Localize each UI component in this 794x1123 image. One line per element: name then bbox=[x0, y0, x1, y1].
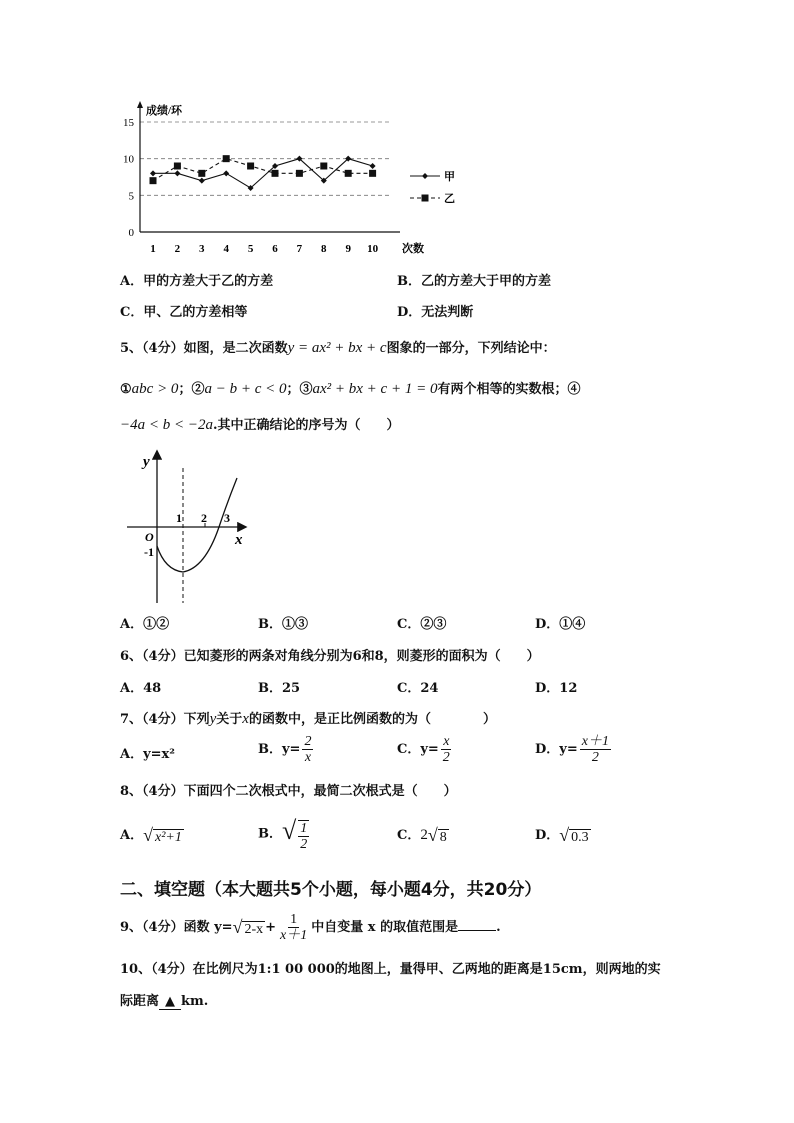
q9 bbox=[120, 912, 501, 943]
q7-b-fraction bbox=[302, 734, 313, 765]
point-diamond bbox=[199, 178, 205, 184]
q5-conclusion-4 bbox=[120, 414, 400, 434]
point-diamond bbox=[174, 170, 180, 176]
x-tick-label: 3 bbox=[199, 243, 205, 255]
q6-option-a: A．48 bbox=[120, 681, 162, 696]
q9-num: 1 bbox=[290, 912, 298, 927]
q5-stem bbox=[120, 337, 556, 357]
q8-option-b bbox=[258, 816, 311, 852]
x-tick-label: 2 bbox=[174, 243, 181, 255]
q7-c-den: 2 bbox=[442, 750, 450, 765]
point-square bbox=[247, 163, 254, 170]
q7-option-c bbox=[397, 734, 454, 765]
point-square bbox=[345, 170, 352, 177]
chart-series bbox=[150, 155, 377, 191]
point-square bbox=[320, 163, 327, 170]
q8-option-d bbox=[535, 824, 591, 846]
q8-b-pre: B． bbox=[258, 826, 282, 842]
q8-d-rad: 0.3 bbox=[571, 830, 589, 845]
point-square bbox=[150, 177, 157, 184]
q10-line2-post: km. bbox=[181, 994, 209, 1009]
q8-option-c bbox=[397, 824, 449, 846]
point-square bbox=[198, 170, 205, 177]
q5-option-a: A．①② bbox=[120, 617, 170, 632]
q7-stem-mid: 关于 bbox=[216, 712, 243, 727]
q9-plus: + bbox=[265, 920, 277, 935]
point-square bbox=[174, 163, 181, 170]
q7-d-pre: D．y= bbox=[535, 742, 578, 757]
q4-option-c: C．甲、乙的方差相等 bbox=[120, 305, 248, 320]
y-tick-label: 15 bbox=[123, 117, 134, 129]
q7-d-den: 2 bbox=[591, 750, 599, 765]
point-square bbox=[296, 170, 303, 177]
q6-stem: 6、（4分）已知菱形的两条对角线分别为6和8，则菱形的面积为（ ） bbox=[120, 649, 540, 664]
legend-label: 甲 bbox=[444, 171, 455, 183]
q5-c3-mark: ；③ bbox=[286, 382, 313, 397]
legend-marker-square bbox=[422, 195, 429, 202]
label-tick-3: 3 bbox=[224, 511, 230, 525]
q6-option-b: B．25 bbox=[258, 681, 301, 696]
label-x: x bbox=[235, 532, 243, 548]
q5-c2-mark: ；② bbox=[178, 382, 205, 397]
q7-d-fraction bbox=[580, 734, 611, 765]
q8-c-coef: 2 bbox=[420, 827, 428, 843]
x-axis-label: 次数 bbox=[402, 243, 424, 255]
x-tick-label: 5 bbox=[247, 243, 254, 255]
q5-c2: a − b + c < 0 bbox=[204, 381, 287, 397]
q8-option-a bbox=[120, 824, 184, 846]
point-square bbox=[272, 170, 279, 177]
label-tick-2: 2 bbox=[201, 511, 207, 525]
q4-option-a: A．甲的方差大于乙的方差 bbox=[120, 274, 274, 289]
q7-d-num: x＋1 bbox=[581, 734, 609, 749]
y-tick-label: 10 bbox=[123, 153, 134, 166]
point-square bbox=[369, 170, 376, 177]
q7-b-pre: B．y= bbox=[258, 742, 301, 757]
q7-option-d bbox=[535, 734, 613, 765]
q8-stem: 8、（4分）下面四个二次根式中，最简二次根式是（ ） bbox=[120, 784, 457, 799]
x-tick-label: 6 bbox=[272, 243, 278, 255]
x-tick-label: 9 bbox=[345, 243, 351, 255]
q5-c1-mark: ① bbox=[120, 382, 132, 397]
section-2-title: 二、填空题（本大题共5个小题，每小题4分，共20分） bbox=[120, 880, 542, 900]
q7-var-x: x bbox=[242, 711, 249, 727]
legend-label: 乙 bbox=[444, 193, 455, 205]
q5-c4: −4a < b < −2a bbox=[120, 417, 213, 433]
q6-option-c: C．24 bbox=[397, 681, 439, 696]
parabola-graph bbox=[125, 448, 255, 608]
q8-d-pre: D． bbox=[535, 828, 560, 843]
x-tick-label: 1 bbox=[150, 243, 156, 255]
q5-option-c: C．②③ bbox=[397, 617, 447, 632]
point-diamond bbox=[370, 163, 376, 169]
x-tick-label: 10 bbox=[367, 243, 379, 255]
parabola-curve bbox=[157, 478, 237, 572]
q4-option-d: D．无法判断 bbox=[397, 305, 474, 320]
q5-stem-post: 图象的一部分，下列结论中： bbox=[386, 341, 556, 356]
label-y: y bbox=[143, 454, 150, 470]
y-axis-label: 成绩/环 bbox=[146, 105, 183, 117]
scores-line-chart bbox=[110, 98, 470, 263]
q8-c-rad: 8 bbox=[439, 830, 447, 845]
q9-rad: 2-x bbox=[244, 922, 264, 937]
q8-b-den: 2 bbox=[300, 837, 308, 853]
series-line-1 bbox=[153, 159, 373, 188]
q9-fraction bbox=[278, 912, 309, 943]
q9-end: . bbox=[496, 920, 501, 935]
q5-option-d: D．①④ bbox=[535, 617, 586, 632]
point-diamond bbox=[223, 170, 229, 176]
q8-a-pre: A． bbox=[120, 828, 144, 843]
y-tick-label: 5 bbox=[128, 190, 134, 203]
q7-option-b bbox=[258, 734, 315, 765]
q8-b-num: 1 bbox=[300, 821, 308, 837]
q9-post: 中自变量 x 的取值范围是 bbox=[311, 920, 459, 935]
x-tick-label: 7 bbox=[296, 243, 303, 255]
q8-a-sqrt: √ x²+1 bbox=[143, 825, 182, 845]
label-neg-one: -1 bbox=[144, 545, 154, 559]
q7-option-a: A．y=x² bbox=[120, 747, 175, 762]
q10-line2-pre: 际距离 bbox=[120, 994, 160, 1009]
q10-answer-mark: ▲ bbox=[159, 994, 181, 1010]
q8-c-sqrt: √ 8 bbox=[427, 825, 447, 845]
q7-c-pre: C．y= bbox=[397, 742, 439, 757]
legend-marker-diamond bbox=[422, 173, 428, 179]
q10-line2 bbox=[120, 990, 208, 1010]
q7-stem bbox=[120, 708, 496, 728]
point-square bbox=[223, 155, 230, 162]
q5-c4-tail: .其中正确结论的序号为（ ） bbox=[213, 418, 400, 433]
q5-c3-tail: 有两个相等的实数根；④ bbox=[437, 382, 581, 397]
q8-b-sqrt: √ $\frac{1}{2}$ bbox=[282, 816, 308, 853]
q5-c3: ax² + bx + c + 1 = 0 bbox=[312, 381, 438, 397]
y-axis-arrow bbox=[137, 101, 143, 108]
q7-var-y: y bbox=[209, 711, 217, 727]
q9-den: x＋1 bbox=[280, 928, 308, 943]
q7-c-num: x bbox=[443, 734, 450, 749]
q5-conclusions bbox=[120, 378, 580, 398]
q9-pre: 9、（4分）函数 y= bbox=[120, 920, 233, 935]
q10-line1: 10、（4分）在比例尺为1:1 00 000的地图上，量得甲、乙两地的距离是15cm，则两地的实 bbox=[120, 962, 661, 977]
q5-c1: abc > 0 bbox=[131, 381, 179, 397]
q5-stem-formula: y = ax² + bx + c bbox=[287, 340, 387, 356]
label-tick-1: 1 bbox=[176, 511, 182, 525]
q8-d-sqrt: √ 0.3 bbox=[559, 825, 589, 845]
chart-axes bbox=[123, 101, 424, 255]
q5-option-b: B．①③ bbox=[258, 617, 308, 632]
q5-stem-pre: 5、（4分）如图，是二次函数 bbox=[120, 341, 288, 356]
q7-b-den: x bbox=[304, 750, 312, 765]
q8-a-rad: x²+1 bbox=[154, 830, 182, 845]
q9-answer-blank bbox=[458, 918, 496, 931]
x-tick-label: 8 bbox=[321, 243, 327, 255]
q7-c-fraction bbox=[441, 734, 452, 765]
q9-sqrt: √ 2-x bbox=[232, 917, 264, 937]
point-diamond bbox=[150, 170, 156, 176]
y-tick-label: 0 bbox=[128, 227, 134, 239]
q7-b-num: 2 bbox=[304, 734, 312, 749]
q4-option-b: B．乙的方差大于甲的方差 bbox=[397, 274, 551, 289]
q7-stem-post: 的函数中，是正比例函数的为（ ） bbox=[248, 712, 496, 727]
label-origin: O bbox=[145, 530, 154, 544]
q7-stem-pre: 7、（4分）下列 bbox=[120, 712, 210, 727]
x-tick-label: 4 bbox=[223, 243, 229, 255]
chart-grid bbox=[140, 122, 392, 195]
q6-option-d: D．12 bbox=[535, 681, 578, 696]
q8-c-pre: C． bbox=[397, 828, 421, 843]
chart-legend bbox=[410, 170, 455, 205]
